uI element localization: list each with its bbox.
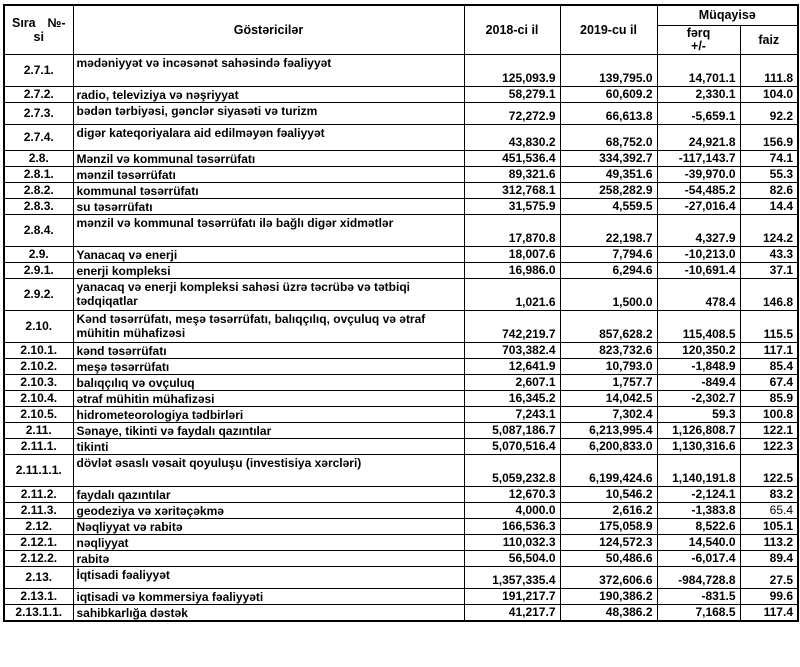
indicator-cell: radio, televiziya və nəşriyyat [73, 86, 464, 102]
table-row [4, 550, 798, 566]
table-row [4, 342, 798, 358]
indicator-cell: yanacaq və enerji kompleksi sahəsi üzrə təcrübə və tətbiqi tədqiqatlar [73, 278, 464, 310]
difference-cell: -5,659.1 [657, 102, 740, 124]
value-2018-cell: 43,830.2 [464, 124, 560, 150]
row-no-cell: 2.13.1. [4, 588, 73, 604]
difference-cell: -2,124.1 [657, 486, 740, 502]
value-2019-cell: 372,606.6 [560, 566, 657, 588]
value-2018-cell: 31,575.9 [464, 198, 560, 214]
percent-cell: 65.4 [740, 502, 798, 518]
row-no-cell: 2.7.1. [4, 54, 73, 86]
value-2019-cell: 48,386.2 [560, 604, 657, 621]
difference-cell: 120,350.2 [657, 342, 740, 358]
difference-header-line1: fərq [686, 25, 711, 40]
difference-cell: 8,522.6 [657, 518, 740, 534]
row-no-cell: 2.7.4. [4, 124, 73, 150]
indicator-cell: mədəniyyət və incəsənət sahəsində fəaliyyət [73, 54, 464, 86]
percent-cell: 67.4 [740, 374, 798, 390]
row-no-cell: 2.11.1.1. [4, 454, 73, 486]
row-no-cell: 2.11.2. [4, 486, 73, 502]
value-2019-cell: 10,793.0 [560, 358, 657, 374]
value-2019-cell: 7,302.4 [560, 406, 657, 422]
difference-cell: -6,017.4 [657, 550, 740, 566]
indicator-cell: hidrometeorologiya tədbirləri [73, 406, 464, 422]
column-header-percent: faiz [740, 25, 798, 54]
percent-cell: 122.3 [740, 438, 798, 454]
indicator-cell: bədən tərbiyəsi, gənclər siyasəti və turizm [73, 102, 464, 124]
row-no-cell: 2.9. [4, 246, 73, 262]
table-row [4, 438, 798, 454]
indicator-cell: Sənaye, tikinti və faydalı qazıntılar [73, 422, 464, 438]
value-2019-cell: 14,042.5 [560, 390, 657, 406]
column-header-2019: 2019-cu il [560, 5, 657, 54]
value-2019-cell: 66,613.8 [560, 102, 657, 124]
value-2018-cell: 1,357,335.4 [464, 566, 560, 588]
percent-cell: 55.3 [740, 166, 798, 182]
table-row [4, 534, 798, 550]
indicator-cell: Yanacaq və enerji [73, 246, 464, 262]
table-row [4, 502, 798, 518]
value-2019-cell: 6,213,995.4 [560, 422, 657, 438]
table-row [4, 54, 798, 86]
sira-header-word: Sıra [12, 15, 36, 30]
percent-cell: 83.2 [740, 486, 798, 502]
indicator-cell: rabitə [73, 550, 464, 566]
percent-cell: 100.8 [740, 406, 798, 422]
indicator-cell: Kənd təsərrüfatı, meşə təsərrüfatı, balıqçılıq, ovçuluq və ətraf mühitin mühafizəsi [73, 310, 464, 342]
indicator-cell: su təsərrüfatı [73, 198, 464, 214]
difference-cell: -849.4 [657, 374, 740, 390]
indicator-cell: balıqçılıq və ovçuluq [73, 374, 464, 390]
percent-cell: 89.4 [740, 550, 798, 566]
column-header-sira [4, 5, 73, 54]
indicator-cell: geodeziya və xəritəçəkmə [73, 502, 464, 518]
table-row [4, 166, 798, 182]
value-2019-cell: 22,198.7 [560, 214, 657, 246]
row-no-cell: 2.8. [4, 150, 73, 166]
column-header-2018: 2018-ci il [464, 5, 560, 54]
table-row [4, 86, 798, 102]
difference-cell: -117,143.7 [657, 150, 740, 166]
value-2019-cell: 1,500.0 [560, 278, 657, 310]
value-2019-cell: 190,386.2 [560, 588, 657, 604]
percent-cell: 74.1 [740, 150, 798, 166]
value-2018-cell: 16,345.2 [464, 390, 560, 406]
value-2018-cell: 16,986.0 [464, 262, 560, 278]
value-2018-cell: 703,382.4 [464, 342, 560, 358]
table-row [4, 390, 798, 406]
difference-cell: 24,921.8 [657, 124, 740, 150]
indicator-cell: kommunal təsərrüfatı [73, 182, 464, 198]
percent-cell: 146.8 [740, 278, 798, 310]
percent-cell: 156.9 [740, 124, 798, 150]
table-row [4, 102, 798, 124]
value-2019-cell: 7,794.6 [560, 246, 657, 262]
table-row [4, 588, 798, 604]
row-no-cell: 2.7.2. [4, 86, 73, 102]
percent-cell: 37.1 [740, 262, 798, 278]
table-row [4, 566, 798, 588]
table-row [4, 278, 798, 310]
percent-cell: 14.4 [740, 198, 798, 214]
table-row [4, 182, 798, 198]
table-row [4, 246, 798, 262]
value-2018-cell: 41,217.7 [464, 604, 560, 621]
percent-cell: 43.3 [740, 246, 798, 262]
row-no-cell: 2.8.3. [4, 198, 73, 214]
sira-header-line1 [7, 16, 71, 30]
difference-cell: -10,691.4 [657, 262, 740, 278]
difference-cell: 4,327.9 [657, 214, 740, 246]
value-2018-cell: 451,536.4 [464, 150, 560, 166]
row-no-cell: 2.8.4. [4, 214, 73, 246]
difference-cell: -2,302.7 [657, 390, 740, 406]
indicator-cell: meşə təsərrüfatı [73, 358, 464, 374]
difference-cell: -54,485.2 [657, 182, 740, 198]
value-2019-cell: 10,546.2 [560, 486, 657, 502]
percent-cell: 117.1 [740, 342, 798, 358]
value-2019-cell: 2,616.2 [560, 502, 657, 518]
value-2019-cell: 1,757.7 [560, 374, 657, 390]
indicator-cell: iqtisadi və kommersiya fəaliyyəti [73, 588, 464, 604]
row-no-cell: 2.10.5. [4, 406, 73, 422]
table-row [4, 214, 798, 246]
row-no-cell: 2.12.2. [4, 550, 73, 566]
row-no-cell: 2.10.1. [4, 342, 73, 358]
difference-cell: -10,213.0 [657, 246, 740, 262]
value-2019-cell: 857,628.2 [560, 310, 657, 342]
difference-cell: -984,728.8 [657, 566, 740, 588]
difference-cell: 1,130,316.6 [657, 438, 740, 454]
row-no-cell: 2.11.1. [4, 438, 73, 454]
budget-table [3, 4, 799, 622]
percent-cell: 113.2 [740, 534, 798, 550]
difference-cell: 7,168.5 [657, 604, 740, 621]
row-no-cell: 2.8.2. [4, 182, 73, 198]
value-2018-cell: 166,536.3 [464, 518, 560, 534]
percent-cell: 105.1 [740, 518, 798, 534]
percent-cell: 124.2 [740, 214, 798, 246]
difference-cell: 478.4 [657, 278, 740, 310]
value-2019-cell: 4,559.5 [560, 198, 657, 214]
column-header-difference [657, 25, 740, 54]
difference-header-line2: +/- [691, 38, 706, 53]
value-2018-cell: 17,870.8 [464, 214, 560, 246]
value-2018-cell: 312,768.1 [464, 182, 560, 198]
table-body [4, 54, 798, 621]
value-2019-cell: 6,294.6 [560, 262, 657, 278]
value-2018-cell: 58,279.1 [464, 86, 560, 102]
value-2019-cell: 139,795.0 [560, 54, 657, 86]
percent-cell: 82.6 [740, 182, 798, 198]
indicator-cell: enerji kompleksi [73, 262, 464, 278]
table-row [4, 150, 798, 166]
difference-cell: -39,970.0 [657, 166, 740, 182]
value-2018-cell: 742,219.7 [464, 310, 560, 342]
difference-cell: -27,016.4 [657, 198, 740, 214]
percent-cell: 92.2 [740, 102, 798, 124]
column-header-comparison: Müqayisə [657, 5, 798, 25]
table-row [4, 422, 798, 438]
sira-header-number-sign: №- [47, 15, 66, 30]
value-2018-cell: 7,243.1 [464, 406, 560, 422]
value-2019-cell: 823,732.6 [560, 342, 657, 358]
header-row-top [4, 5, 798, 25]
table-row [4, 374, 798, 390]
value-2018-cell: 5,087,186.7 [464, 422, 560, 438]
column-header-indicators: Göstəricilər [73, 5, 464, 54]
sira-header-line2: si [33, 29, 44, 44]
indicator-cell: Nəqliyyat və rabitə [73, 518, 464, 534]
difference-cell: 59.3 [657, 406, 740, 422]
value-2018-cell: 1,021.6 [464, 278, 560, 310]
value-2019-cell: 49,351.6 [560, 166, 657, 182]
difference-cell: 1,140,191.8 [657, 454, 740, 486]
value-2019-cell: 6,200,833.0 [560, 438, 657, 454]
row-no-cell: 2.8.1. [4, 166, 73, 182]
value-2018-cell: 18,007.6 [464, 246, 560, 262]
difference-cell: 14,540.0 [657, 534, 740, 550]
table-row [4, 198, 798, 214]
row-no-cell: 2.12.1. [4, 534, 73, 550]
value-2019-cell: 60,609.2 [560, 86, 657, 102]
percent-cell: 122.1 [740, 422, 798, 438]
percent-cell: 85.9 [740, 390, 798, 406]
table-row [4, 358, 798, 374]
table-row [4, 406, 798, 422]
value-2018-cell: 89,321.6 [464, 166, 560, 182]
table-row [4, 124, 798, 150]
value-2018-cell: 5,070,516.4 [464, 438, 560, 454]
indicator-cell: ətraf mühitin mühafizəsi [73, 390, 464, 406]
value-2019-cell: 124,572.3 [560, 534, 657, 550]
row-no-cell: 2.10.4. [4, 390, 73, 406]
row-no-cell: 2.13. [4, 566, 73, 588]
indicator-cell: mənzil təsərrüfatı [73, 166, 464, 182]
table-row [4, 486, 798, 502]
row-no-cell: 2.11.3. [4, 502, 73, 518]
indicator-cell: kənd təsərrüfatı [73, 342, 464, 358]
indicator-cell: digər kateqoriyalara aid edilməyən fəaliyyət [73, 124, 464, 150]
row-no-cell: 2.10. [4, 310, 73, 342]
table-header [4, 5, 798, 54]
row-no-cell: 2.7.3. [4, 102, 73, 124]
value-2019-cell: 50,486.6 [560, 550, 657, 566]
indicator-cell: dövlət əsaslı vəsait qoyuluşu (investisiya xərcləri) [73, 454, 464, 486]
value-2019-cell: 258,282.9 [560, 182, 657, 198]
percent-cell: 122.5 [740, 454, 798, 486]
percent-cell: 111.8 [740, 54, 798, 86]
value-2018-cell: 125,093.9 [464, 54, 560, 86]
difference-cell: -1,383.8 [657, 502, 740, 518]
value-2018-cell: 110,032.3 [464, 534, 560, 550]
row-no-cell: 2.12. [4, 518, 73, 534]
indicator-cell: Mənzil və kommunal təsərrüfatı [73, 150, 464, 166]
value-2018-cell: 56,504.0 [464, 550, 560, 566]
table-row [4, 262, 798, 278]
value-2018-cell: 12,641.9 [464, 358, 560, 374]
row-no-cell: 2.9.1. [4, 262, 73, 278]
difference-cell: -1,848.9 [657, 358, 740, 374]
value-2019-cell: 175,058.9 [560, 518, 657, 534]
row-no-cell: 2.10.2. [4, 358, 73, 374]
value-2019-cell: 68,752.0 [560, 124, 657, 150]
percent-cell: 27.5 [740, 566, 798, 588]
table-row [4, 454, 798, 486]
table-row [4, 604, 798, 621]
percent-cell: 115.5 [740, 310, 798, 342]
difference-cell: 2,330.1 [657, 86, 740, 102]
row-no-cell: 2.13.1.1. [4, 604, 73, 621]
value-2018-cell: 72,272.9 [464, 102, 560, 124]
value-2018-cell: 12,670.3 [464, 486, 560, 502]
value-2018-cell: 4,000.0 [464, 502, 560, 518]
indicator-cell: nəqliyyat [73, 534, 464, 550]
value-2019-cell: 6,199,424.6 [560, 454, 657, 486]
difference-cell: 14,701.1 [657, 54, 740, 86]
value-2018-cell: 5,059,232.8 [464, 454, 560, 486]
difference-cell: 115,408.5 [657, 310, 740, 342]
percent-cell: 104.0 [740, 86, 798, 102]
difference-cell: 1,126,808.7 [657, 422, 740, 438]
percent-cell: 99.6 [740, 588, 798, 604]
row-no-cell: 2.11. [4, 422, 73, 438]
value-2019-cell: 334,392.7 [560, 150, 657, 166]
table-row [4, 310, 798, 342]
row-no-cell: 2.10.3. [4, 374, 73, 390]
indicator-cell: mənzil və kommunal təsərrüfatı ilə bağlı digər xidmətlər [73, 214, 464, 246]
indicator-cell: sahibkarlığa dəstək [73, 604, 464, 621]
value-2018-cell: 191,217.7 [464, 588, 560, 604]
row-no-cell: 2.9.2. [4, 278, 73, 310]
value-2018-cell: 2,607.1 [464, 374, 560, 390]
indicator-cell: faydalı qazıntılar [73, 486, 464, 502]
percent-cell: 85.4 [740, 358, 798, 374]
indicator-cell: tikinti [73, 438, 464, 454]
percent-cell: 117.4 [740, 604, 798, 621]
indicator-cell: İqtisadi fəaliyyət [73, 566, 464, 588]
table-row [4, 518, 798, 534]
difference-cell: -831.5 [657, 588, 740, 604]
